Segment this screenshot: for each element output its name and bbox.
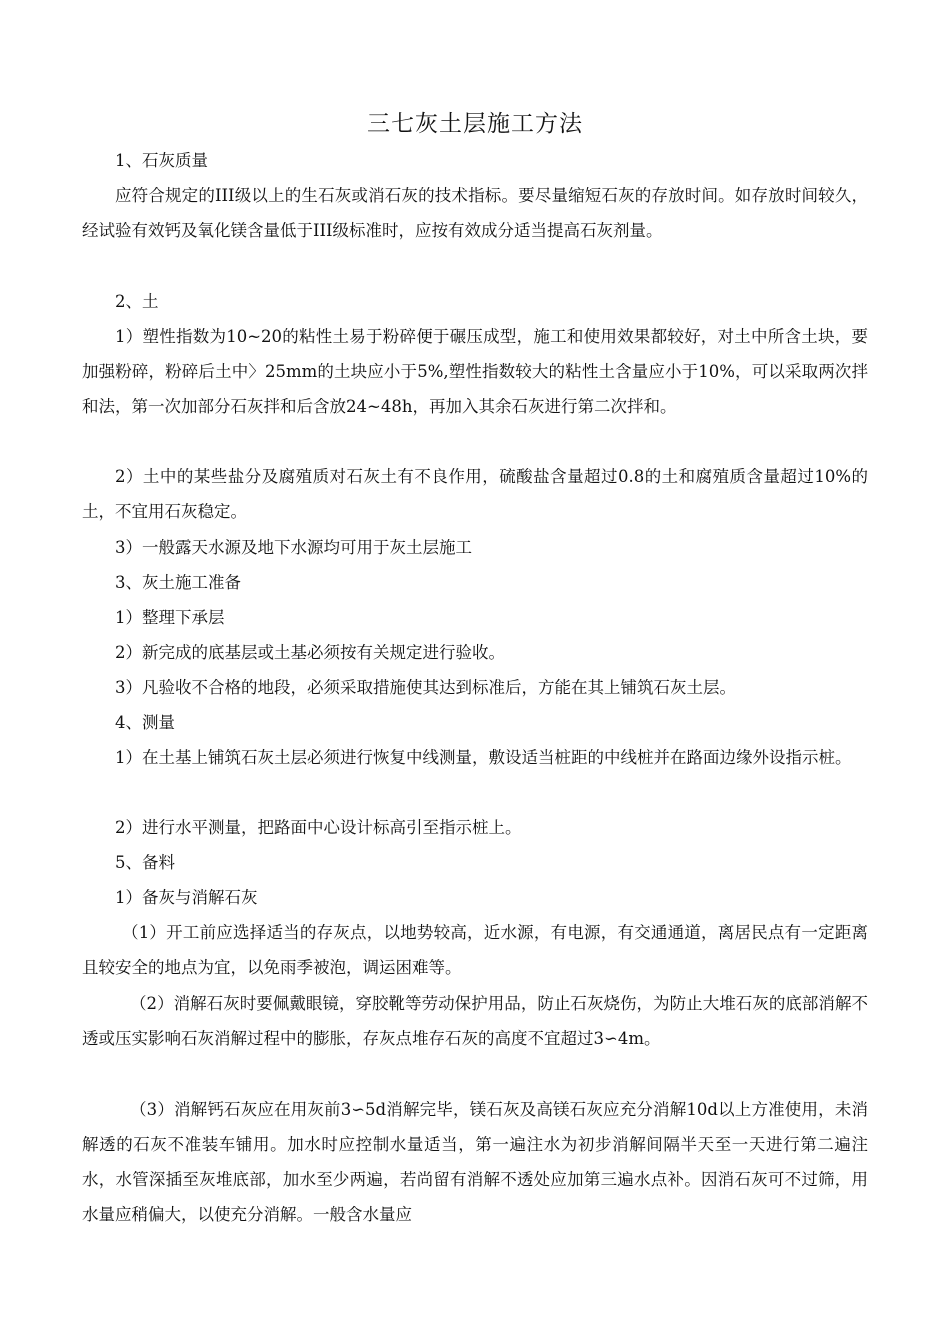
section-heading-lime-quality: 1、石灰质量 — [115, 151, 208, 170]
section-heading-materials: 5、备料 — [115, 853, 175, 872]
paragraph-materials-1-3: （3）消解钙石灰应在用灰前3∽5d消解完毕，镁石灰及高镁石灰应充分消解10d以上方准使用，未消解透的石灰不准装车铺用。加水时应控制水量适当，第一遍注水为初步消解间隔半天至一天进行第二遍注水，水管深插至灰堆底部，加水至少两遍，若尚留有消解不透处应加第三遍水点补。因消石灰可不过筛，用水量应稍偏大，以使充分消解。一般含水量应 — [82, 1100, 868, 1224]
paragraph-survey-2: 2）进行水平测量，把路面中心设计标高引至指示桩上。 — [115, 818, 522, 837]
paragraph-soil-plasticity: 1）塑性指数为10~20的粘性土易于粉碎便于碾压成型，施工和使用效果都较好，对土中所含土块，要加强粉碎，粉碎后土中〉25mm的土块应小于5%,塑性指数较大的粘性土含量应小于10%，可以采取两次拌和法，第一次加部分石灰拌和后含放24~48h，再加入其余石灰进行第二次拌和。 — [82, 327, 868, 416]
paragraph-survey-1: 1）在土基上铺筑石灰土层必须进行恢复中线测量，敷设适当桩距的中线桩并在路面边缘外设指示桩。 — [115, 748, 852, 767]
paragraph-soil-salts: 2）土中的某些盐分及腐殖质对石灰土有不良作用，硫酸盐含量超过0.8的土和腐殖质含量超过10%的土，不宜用石灰稳定。 — [82, 467, 868, 521]
paragraph-prep-2: 2）新完成的底基层或土基必须按有关规定进行验收。 — [115, 643, 505, 662]
paragraph-lime-quality: 应符合规定的III级以上的生石灰或消石灰的技术指标。要尽量缩短石灰的存放时间。如存放时间较久，经试验有效钙及氧化镁含量低于III级标准时，应按有效成分适当提高石灰剂量。 — [82, 186, 868, 240]
paragraph-materials-1: 1）备灰与消解石灰 — [115, 888, 258, 907]
paragraph-prep-1: 1）整理下承层 — [115, 608, 225, 627]
paragraph-materials-1-2: （2）消解石灰时要佩戴眼镜，穿胶靴等劳动保护用品，防止石灰烧伤，为防止大堆石灰的底部消解不透或压实影响石灰消解过程中的膨胀，存灰点堆存石灰的高度不宜超过3∽4m。 — [82, 994, 868, 1048]
document-title: 三七灰土层施工方法 — [367, 111, 583, 137]
section-heading-preparation: 3、灰土施工准备 — [115, 573, 241, 592]
paragraph-prep-3: 3）凡验收不合格的地段，必须采取措施使其达到标准后，方能在其上铺筑石灰土层。 — [115, 678, 736, 697]
section-heading-survey: 4、测量 — [115, 713, 175, 732]
paragraph-water-source: 3）一般露天水源及地下水源均可用于灰土层施工 — [115, 538, 472, 557]
section-heading-soil: 2、土 — [115, 292, 159, 311]
paragraph-materials-1-1: （1）开工前应选择适当的存灰点，以地势较高，近水源，有电源，有交通通道，离居民点有一定距离且较安全的地点为宜，以免雨季被泡，调运困难等。 — [82, 923, 868, 977]
